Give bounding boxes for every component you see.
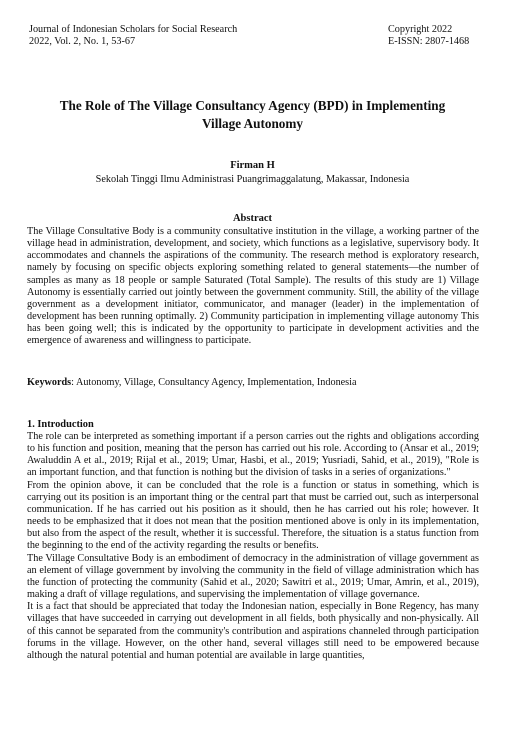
paragraph: The role can be interpreted as something important if a person carries out the rights and obligations according to his function and position, meaning that the person has carried out his role. According to (Ansar et al., 2019; Awaluddin A et al., 2019; Rijal et al., 2019; Umar, Hasbi, et al., 2019; Yusriadi, Sahid, et al., 2019), "Role is an important function, and that function is nothing but the division of tasks in a series of organizations." (27, 431, 479, 479)
keywords (27, 377, 479, 389)
introduction-body (27, 431, 479, 662)
section-heading: 1. Introduction (27, 419, 94, 430)
paper-title: The Role of The Village Consultancy Agency (BPD) in Implementing Village Autonomy (59, 98, 446, 131)
journal-volume: 2022, Vol. 2, No. 1, 53-67 (29, 36, 136, 47)
author-name: Firman H (230, 160, 275, 171)
journal-header (29, 24, 237, 48)
paragraph: It is a fact that should be appreciated that today the Indonesian nation, especially in Bone Regency, has many villages that have succeeded in carrying out development in all fields, both physically and non-physically. All of this cannot be separated from the community's contribution and aspirations channeled through participation forums in the village. However, on the other hand, several villages still need to be empowered because although the natural potential and human potential are available in large quantities, (27, 601, 479, 661)
abstract-text: The Village Consultative Body is a community consultative institution in the village, a working partner of the village head in administration, development, and society, which functions as a legislative, supervisory body. It accommodates and channels the aspirations of the community. The research method is exploratory research, namely by focusing on specific objects exploring something related to general statements—the number of samples as many as 18 people or sample Saturated (Total Sample). The results of this study are 1) Village Autonomy is essentially carried out jointly between the government community. Still, the ability of the village government as a development initiator, communicator, and manager (leader) in the implementation of development has been running optimally. 2) Community participation in implementing village autonomy This has been going well; this is indicated by the opportunity to participate in development activities and the emergence of awareness and willingness to participate. (27, 226, 479, 347)
issn: E-ISSN: 2807-1468 (388, 36, 470, 47)
journal-name: Journal of Indonesian Scholars for Social Research (29, 24, 238, 35)
keywords-text: : Autonomy, Village, Consultancy Agency, Implementation, Indonesia (71, 377, 357, 388)
paragraph: From the opinion above, it can be concluded that the role is a function or status in something, which is carrying out its position is an important thing or the central part that must be carried out, such as interpersonal communication. If he has carried out his position as it should, then he has carried out his role; however. It needs to be emphasized that it does not mean that the position mentioned above is only in its implementation, but also from the aspect of the result, whether it is successful. Therefore, the situation is a status function from the beginning to the end of the activity regarding the results or benefits. (27, 479, 479, 552)
copyright: Copyright 2022 (388, 24, 453, 35)
author-affiliation: Sekolah Tinggi Ilmu Administrasi Puangrimaggalatung, Makassar, Indonesia (95, 174, 410, 185)
paragraph: The Village Consultative Body is an embodiment of democracy in the administration of village government as an element of village government by involving the community in the field of village administration which has the function of protecting the community (Sahid et al., 2020; Sawitri et al., 2019; Umar, Amrin, et al., 2019), making a draft of village regulations, and supervising the implementation of village governance. (27, 552, 479, 601)
copyright-header (388, 24, 469, 48)
abstract-heading: Abstract (232, 213, 273, 224)
keywords-label: Keywords (27, 377, 72, 388)
